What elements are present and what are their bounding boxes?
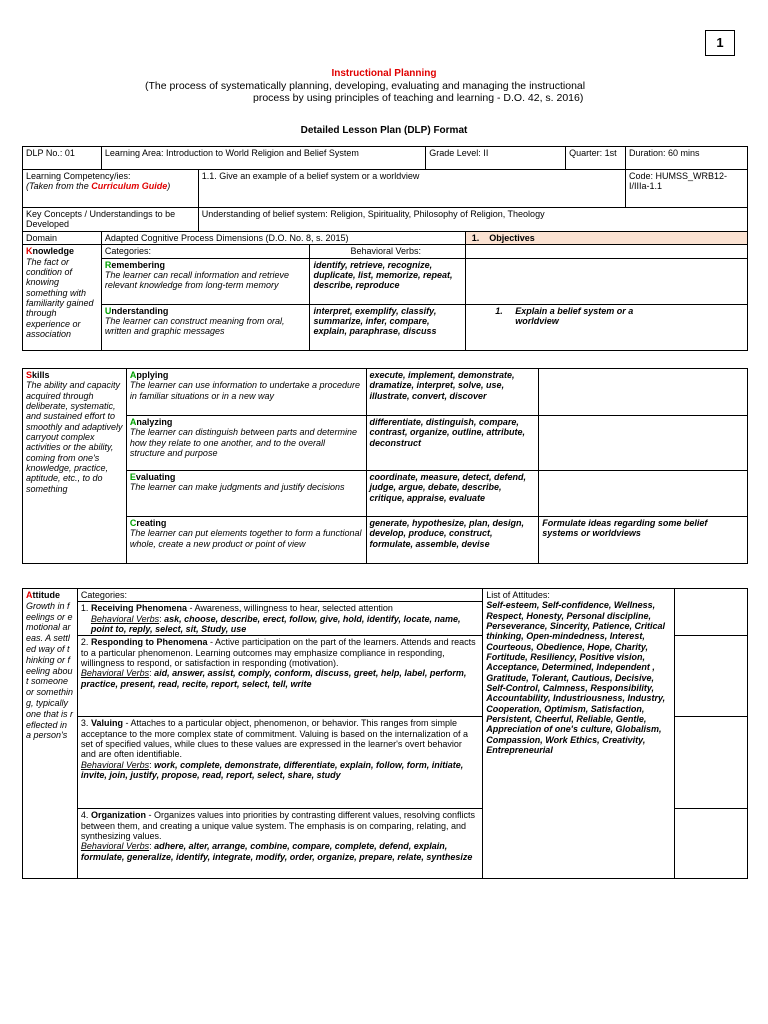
- competency-text: 1.1. Give an example of a belief system or a worldview: [198, 170, 625, 208]
- subtitle-line-2: process by using principles of teaching and learning - D.O. 42, s. 2016): [253, 92, 584, 104]
- creating-objective: Formulate ideas regarding some belief systems or worldviews: [539, 517, 748, 564]
- attitude-list-label: List of Attitudes:: [486, 590, 550, 600]
- responding-verbs: Behavioral Verbs: aid, answer, assist, comply, conform, discuss, greet, help, label, perform, practice, present, read, recite, report, select, tell, write: [80, 668, 467, 689]
- attitude-objective-1: [675, 589, 748, 636]
- remembering-objective: [466, 258, 748, 304]
- attitude-categories-label: Categories:: [77, 589, 482, 602]
- attitude-objective-3: [675, 717, 748, 809]
- key-concepts-label: Key Concepts / Understandings to be Developed: [23, 208, 199, 232]
- attitude-desc: Growth in feelings or emotional areas. A settled way of thinking or feeling about someone or something, typically one that is reflected in a person's: [26, 600, 74, 741]
- objectives-header: 1. Objectives: [466, 232, 748, 245]
- grade-level: Grade Level: II: [426, 147, 566, 170]
- organization-cell: [77, 809, 482, 879]
- valuing-text: 3. Valuing - Attaches to a particular object, phenomenon, or behavior. This ranges from simple acceptance to the more complex state of commitment. Valuing is based on the internalization of a set of specified values, while clues to these values are expressed in the learner's overt behavior and are often identifiable.: [80, 718, 468, 760]
- dlp-number: DLP No.: 01: [23, 147, 102, 170]
- creating-verbs: generate, hypothesize, plan, design, develop, produce, construct, formulate, assemble, devise: [366, 517, 539, 564]
- skills-desc: The ability and capacity acquired through deliberate, systematic, and sustained effort to smoothly and adaptively carryout complex activities or the ability, coming from one's knowledge, practice, aptitude, etc., to do something: [26, 380, 123, 494]
- understanding-desc: The learner can construct meaning from oral, written and graphic messages: [104, 316, 285, 337]
- understanding-title: Understanding: [104, 305, 169, 316]
- analyzing-desc: The learner can distinguish between parts and determine how they relate to one another, and to the overall structure and purpose: [129, 427, 358, 459]
- page-title: Instructional Planning: [331, 68, 437, 79]
- remembering-cell: [101, 258, 310, 304]
- page-number: 1: [705, 30, 735, 56]
- objective-cell-blank: [466, 245, 748, 258]
- analyzing-title: Analyzing: [129, 417, 173, 427]
- evaluating-desc: The learner can make judgments and justify decisions: [129, 482, 345, 493]
- applying-cell: [126, 369, 366, 416]
- attitude-list: Self-esteem, Self-confidence, Wellness, Respect, Honesty, Personal discipline, Perseverance, Sincerity, Patience, Critical thinking, Open-mindedness, Interest, Courteous, Obedience, Hope, Charity, Fortitude, Resiliency, Positive vision, Acceptance, Determined, Independent , Gratitude, Tolerant, Cautious, Decisive, Self-Control, Calmness, Responsibility, Accountability, Industriousness, Industry, Cooperation, Optimism, Satisfaction, Persistent, Cheerful, Reliable, Gentle, Appreciation of one's culture, Globalism, Compassion, Work Ethics, Creativity, Entrepreneurial: [486, 600, 666, 756]
- applying-verbs: execute, implement, demonstrate, dramatize, interpret, solve, use, illustrate, convert, discover: [366, 369, 539, 416]
- remembering-verbs: identify, retrieve, recognize, duplicate, list, memorize, repeat, describe, reproduce: [310, 258, 466, 304]
- subtitle-line-1: (The process of systematically planning, developing, evaluating and managing the instructional: [145, 80, 586, 92]
- verbs-label: Behavioral Verbs:: [310, 245, 466, 258]
- evaluating-verbs: coordinate, measure, detect, defend, judge, argue, debate, describe, critique, appraise, evaluate: [366, 471, 539, 517]
- creating-cell: [126, 517, 366, 564]
- valuing-verbs: Behavioral Verbs: work, complete, demonstrate, differentiate, explain, follow, form, initiate, invite, join, justify, propose, read, report, select, share, study: [80, 759, 464, 781]
- attitude-title: Attitude: [26, 590, 60, 600]
- competency-code: Code: HUMSS_WRB12-I/IIIa-1.1: [626, 170, 748, 208]
- categories-label: Categories:: [101, 245, 310, 258]
- key-concepts-text: Understanding of belief system: Religion, Spirituality, Philosophy of Religion, Theology: [198, 208, 747, 232]
- receiving-cell: [77, 602, 482, 636]
- evaluating-title: Evaluating: [129, 472, 176, 482]
- attitude-objective-4: [675, 809, 748, 879]
- responding-cell: [77, 636, 482, 717]
- learning-area: Learning Area: Introduction to World Religion and Belief System: [101, 147, 425, 170]
- receiving-text: 1. Receiving Phenomena - Awareness, willingness to hear, selected attention: [80, 603, 393, 614]
- organization-verbs: Behavioral Verbs: adhere, alter, arrange, combine, compare, complete, defend, explain, formulate, generalize, identify, integrate, modify, order, organize, prepare, relate, synthesize: [80, 841, 473, 862]
- understanding-verbs: interpret, exemplify, classify, summarize, infer, compare, explain, paraphrase, discuss: [310, 304, 466, 350]
- dlp-info-table: [22, 146, 748, 351]
- analyzing-objective: [539, 416, 748, 471]
- understanding-objective: 1. Explain a belief system or a worldview: [466, 304, 748, 350]
- skills-title: Skills: [26, 370, 50, 380]
- attitude-domain: [23, 589, 78, 879]
- knowledge-domain: [23, 245, 102, 350]
- valuing-cell: [77, 717, 482, 809]
- domain-label: Domain: [23, 232, 102, 245]
- understanding-cell: [101, 304, 310, 350]
- competency-note: (Taken from the Curriculum Guide): [26, 181, 171, 192]
- applying-desc: The learner can use information to undertake a procedure in familiar situations or in a new way: [129, 380, 361, 401]
- quarter: Quarter: 1st: [566, 147, 626, 170]
- applying-objective: [539, 369, 748, 416]
- skills-domain: [23, 369, 127, 564]
- knowledge-desc: The fact or condition of knowing something with familiarity gained through experience or association: [26, 256, 94, 340]
- format-title: Detailed Lesson Plan (DLP) Format: [300, 125, 468, 136]
- organization-text: 4. Organization - Organizes values into priorities by contrasting different values, resolving conflicts between them, and creating a unique value system. The emphasis is on comparing, relating, and synthesizing values.: [80, 810, 475, 842]
- responding-text: 2. Responding to Phenomena - Active participation on the part of the learners. Attends and reacts to a particular phenomenon. Learning outcomes may emphasize compliance in responding, willingness to respond, or satisfaction in responding (motivation).: [80, 637, 476, 669]
- creating-desc: The learner can put elements together to form a functional whole, create a new product or point of view: [129, 528, 362, 549]
- competency-label: Learning Competency/ies:: [26, 171, 131, 181]
- evaluating-objective: [539, 471, 748, 517]
- attitude-objective-2: [675, 636, 748, 717]
- curriculum-guide: Curriculum Guide: [91, 181, 168, 192]
- knowledge-title: Knowledge: [26, 246, 75, 257]
- acpd-label: Adapted Cognitive Process Dimensions (D.O. No. 8, s. 2015): [101, 232, 465, 245]
- evaluating-cell: [126, 471, 366, 517]
- attitude-table: [22, 588, 748, 879]
- attitude-list-cell: [483, 589, 675, 879]
- receiving-verbs: Behavioral Verbs: ask, choose, describe, erect, follow, give, hold, identify, locate, name, point to, reply, select, sit, Study, use: [90, 613, 461, 635]
- skills-table: [22, 368, 748, 564]
- applying-title: Applying: [129, 370, 169, 380]
- analyzing-verbs: differentiate, distinguish, compare, contrast, organize, outline, attribute, deconstruct: [366, 416, 539, 471]
- competency-label-cell: [23, 170, 199, 208]
- remembering-title: Remembering: [104, 259, 165, 270]
- remembering-desc: The learner can recall information and retrieve relevant knowledge from long-term memory: [104, 270, 290, 291]
- creating-title: Creating: [129, 518, 167, 528]
- duration: Duration: 60 mins: [626, 147, 748, 170]
- analyzing-cell: [126, 416, 366, 471]
